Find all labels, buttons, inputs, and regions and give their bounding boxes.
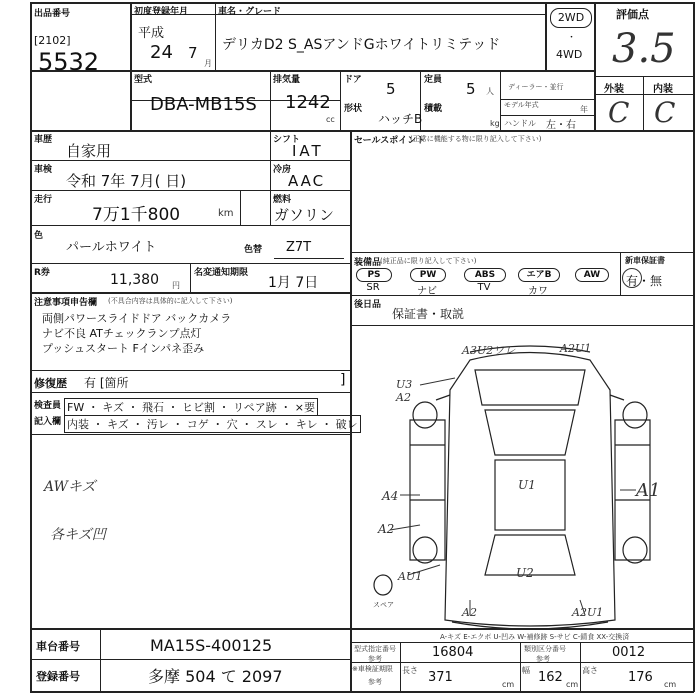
category-label: 類別区分番号 (524, 645, 566, 653)
recycle: 11,380 (110, 272, 159, 288)
displacement-label: 排気量 (273, 75, 301, 85)
history-label: 車歴 (34, 135, 53, 145)
exterior-grade: C (608, 96, 630, 129)
equipment-sub-label: (純正品に限り記入して下さい) (380, 257, 477, 265)
mark-au1: AU1 (398, 570, 423, 583)
cooling-label: 冷房 (273, 165, 292, 175)
score-label: 評価点 (616, 8, 649, 21)
displacement-unit: cc (326, 115, 335, 124)
equip-ps: PS (356, 268, 392, 282)
load-unit: kg (490, 119, 500, 128)
reg-year: 24 (150, 42, 173, 63)
first-reg-label: 初度登録年月 (134, 7, 189, 17)
reg-month: 7 (188, 44, 198, 62)
tire-front-left (413, 402, 437, 428)
cooling: AAC (288, 172, 326, 190)
plate: 多摩 504 て 2097 (148, 667, 283, 686)
interior-row: 内装 ・ キズ ・ 汚レ ・ コゲ ・ 穴 ・ スレ ・ キレ ・ 破レ (64, 415, 361, 433)
lot-label: 出品番号 (34, 9, 71, 19)
exterior-label: 外装 (604, 84, 624, 95)
drive-2wd-circled: 2WD (550, 8, 592, 28)
mark-a2-rear: A2 (462, 606, 477, 619)
dimensions-label: ※車検証期限 (352, 665, 393, 673)
mark-a2u1-top: A2U1 (560, 342, 592, 355)
color-label: 色 (34, 231, 44, 241)
mileage: 7万1千800 (92, 205, 181, 225)
notes-label: 注意事項申告欄 (34, 298, 98, 308)
spare-label: スペア (373, 601, 394, 609)
repair: 有 [箇所 (84, 376, 129, 390)
load-label: 積載 (424, 104, 443, 114)
drive-4wd: 4WD (556, 48, 583, 61)
entry-label: 記入欄 (34, 417, 62, 427)
ref-label-1: 参考 (368, 655, 382, 663)
mark-a1-right: A1 (636, 480, 661, 501)
color: パールホワイト (66, 240, 157, 255)
width-label: 幅 (522, 666, 530, 675)
chassis: MA15S-400125 (150, 636, 273, 655)
lot-number: 5532 (38, 48, 100, 76)
lot-code: [2102] (34, 34, 71, 47)
color-code: Z7T (286, 240, 312, 255)
fuel: ガソリン (274, 206, 335, 224)
equip-airbag: エアB (518, 268, 560, 282)
drive-dot: ・ (567, 33, 577, 43)
height-unit: cm (664, 680, 677, 689)
windshield-outline (485, 410, 575, 455)
length: 371 (428, 670, 453, 685)
inspection: 令和 7年 7月( 日) (66, 172, 187, 190)
recycle-label: R券 (34, 268, 50, 278)
height: 176 (628, 670, 653, 685)
fuel-label: 燃料 (273, 195, 292, 205)
displacement: 1242 (285, 92, 331, 113)
equip-sr: SR (366, 282, 380, 293)
warranty: 有・無 (626, 274, 663, 288)
model-type-label: 型式 (134, 75, 153, 85)
equip-leather: カワ (528, 286, 548, 297)
width: 162 (538, 670, 563, 685)
check-label: 検査員 (34, 401, 62, 411)
mark-a2u1-rear: A2U1 (572, 606, 604, 619)
mark-a4: A4 (382, 489, 399, 503)
score: 3.5 (612, 26, 676, 72)
tire-rear-right (623, 537, 647, 563)
inspection-label: 車検 (34, 165, 53, 175)
model-type: DBA-MB15S (150, 94, 257, 115)
sales-sub-label: (正常に機能する物に限り記入して下さい) (410, 135, 542, 143)
length-unit: cm (502, 680, 515, 689)
length-label: 長さ (402, 666, 418, 675)
capacity-unit: 人 (486, 87, 494, 96)
capacity: 5 (466, 80, 476, 98)
ownership: 1月 7日 (268, 275, 319, 291)
height-label: 高さ (582, 666, 598, 675)
note-line-3: プッシュスタート Fインパネ歪み (42, 342, 205, 355)
roof-outline (495, 460, 565, 530)
documents: 保証書・取説 (392, 307, 465, 321)
mark-u1: U1 (518, 478, 536, 492)
plate-label: 登録番号 (36, 670, 80, 683)
hood-outline (475, 370, 585, 405)
damage-legend: A-キズ E-エクボ U-凹み W-補修跡 S-サビ C-錆食 XX-交換済 (440, 633, 630, 641)
doors: 5 (386, 80, 396, 98)
history: 自家用 (66, 142, 112, 160)
warranty-label: 新車保証書 (625, 256, 665, 265)
color-change-label: 色替 (244, 245, 263, 255)
body-label: 形状 (344, 104, 363, 114)
model-designation: 16804 (432, 645, 474, 660)
hand-note-aw: AWキズ (44, 479, 96, 495)
equipment-label: 装備品 (354, 258, 382, 268)
tire-rear-left (413, 537, 437, 563)
equip-aw: AW (575, 268, 609, 282)
documents-label: 後日品 (354, 300, 382, 310)
capacity-label: 定員 (424, 75, 443, 85)
ref-label-2: 参考 (536, 655, 550, 663)
dealer-label: ディーラー・並行 (508, 83, 564, 91)
model-year-unit: 年 (580, 105, 588, 114)
handle: 左・右 (546, 120, 576, 131)
model-grade-label: 車名・グレード (218, 7, 282, 17)
tire-spare (374, 575, 392, 595)
equip-navi: ナビ (417, 286, 437, 297)
model-year-label: モデル年式 (504, 101, 539, 109)
equip-abs: ABS (464, 268, 506, 282)
equip-pw: PW (410, 268, 446, 282)
width-unit: cm (566, 680, 579, 689)
note-line-2: ナビ不良 ATチェックランプ点灯 (42, 327, 202, 340)
repair-label: 修復歴 (34, 377, 67, 390)
doors-label: ドア (344, 75, 362, 85)
handle-label: ハンドル (504, 119, 536, 128)
shift: IAT (292, 142, 324, 160)
mark-u3a2: U3 A2 (396, 378, 413, 404)
mark-a2-left: A2 (378, 522, 395, 536)
notes-sub-label: (不具合内容は具体的に記入して下さい) (108, 297, 233, 305)
note-line-1: 両側パワースライドドア バックカメラ (42, 312, 232, 325)
repair-bracket: ] (340, 372, 346, 388)
equip-tv: TV (477, 282, 491, 293)
tire-front-right (623, 402, 647, 428)
ref-label-3: 参考 (368, 678, 382, 686)
fw-row: FW ・ キズ ・ 飛石 ・ ヒビ割 ・ リペア跡 ・ ×要 (64, 398, 318, 416)
mark-a3u2: A3U2ワレ (462, 344, 516, 357)
hand-note-scratches: 各キズ凹 (50, 527, 106, 543)
month-unit: 月 (204, 59, 212, 68)
mileage-label: 走行 (34, 195, 53, 205)
chassis-label: 車台番号 (36, 640, 80, 653)
mark-u2: U2 (516, 566, 534, 580)
recycle-unit: 円 (172, 281, 180, 290)
left-side-panel (410, 420, 445, 560)
model-grade: デリカD2 S_ASアンドGホワイトリミテッド (222, 37, 501, 53)
sales-label: セールスポイント (354, 136, 426, 146)
mileage-unit: km (218, 208, 234, 219)
category: 0012 (612, 645, 646, 660)
interior-grade: C (654, 96, 676, 129)
model-designation-label: 型式指定番号 (354, 645, 396, 653)
interior-label: 内装 (653, 84, 673, 95)
era: 平成 (138, 26, 165, 41)
body: ハッチB (378, 112, 423, 126)
shift-label: シフト (273, 135, 301, 145)
ownership-label: 名変通知期限 (194, 268, 249, 278)
